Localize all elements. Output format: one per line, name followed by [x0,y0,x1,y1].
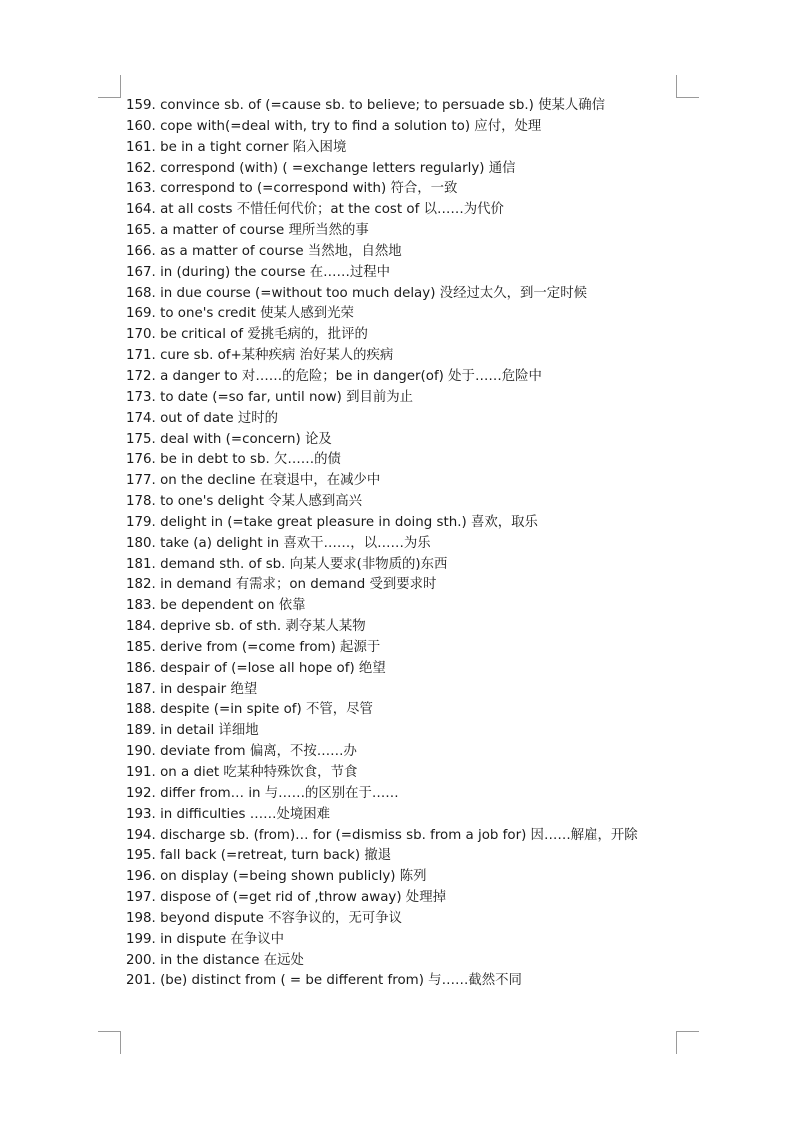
list-item: 181. demand sth. of sb. 向某人要求(非物质的)东西 [126,556,448,572]
list-item: 197. dispose of (=get rid of ,throw away) 处理掉 [126,890,446,906]
crop-mark-top-right [676,75,699,98]
list-item: 198. beyond dispute 不容争议的，无可争议 [126,910,403,926]
vocabulary-list [126,96,678,992]
crop-mark-top-left [98,75,121,98]
list-item: 191. on a diet 吃某种特殊饮食，节食 [126,765,358,780]
list-item: 174. out of date 过时的 [126,410,279,426]
list-item: 170. be critical of 爱挑毛病的，批评的 [126,327,368,343]
list-item: 182. in demand 有需求；on demand 受到要求时 [126,577,437,593]
list-item: 166. as a matter of course 当然地，自然地 [126,243,402,259]
list-item: 195. fall back (=retreat, turn back) 撤退 [126,848,392,864]
list-item: 168. in due course (=without too much delay) 没经过太久，到一定时候 [126,285,587,301]
list-item: 192. differ from… in 与……的区别在于…… [126,785,399,801]
list-item: 159. convince sb. of (=cause sb. to believe; to persuade sb.) 使某人确信 [126,98,606,113]
list-item: 193. in difficulties ……处境困难 [126,806,331,822]
list-item: 184. deprive sb. of sth. 剥夺某人某物 [126,619,366,635]
list-item: 187. in despair 绝望 [126,681,258,697]
list-item: 194. discharge sb. (from)… for (=dismiss sb. from a job for) 因……解雇，开除 [126,827,638,843]
list-item: 173. to date (=so far, until now) 到目前为止 [126,389,414,405]
list-item: 189. in detail 详细地 [126,723,259,739]
list-item: 175. deal with (=concern) 论及 [126,431,332,447]
list-item: 165. a matter of course 理所当然的事 [126,223,369,239]
list-item: 180. take (a) delight in 喜欢干……，以……为乐 [126,535,431,551]
list-item: 160. cope with(=deal with, try to find a solution to) 应付，处理 [126,118,542,134]
list-item: 169. to one's credit 使某人感到光荣 [126,306,354,322]
list-item: 190. deviate from 偏离，不按……办 [126,744,357,760]
list-item: 179. delight in (=take great pleasure in doing sth.) 喜欢，取乐 [126,514,538,530]
crop-mark-bottom-left [98,1031,121,1054]
list-item: 199. in dispute 在争议中 [126,931,285,947]
list-item: 183. be dependent on 依靠 [126,598,306,614]
list-item: 177. on the decline 在衰退中，在减少中 [126,473,381,489]
list-item: 171. cure sb. of+某种疾病 治好某人的疾病 [126,348,394,364]
list-item: 201. (be) distinct from ( = be different from) 与……截然不同 [126,973,522,989]
list-item: 164. at all costs 不惜任何代价；at the cost of 以……为代价 [126,202,504,218]
list-item: 167. in (during) the course 在……过程中 [126,264,391,280]
list-item: 176. be in debt to sb. 欠……的债 [126,452,341,468]
list-item: 196. on display (=being shown publicly) 陈列 [126,869,427,885]
list-item: 186. despair of (=lose all hope of) 绝望 [126,660,386,676]
list-item: 162. correspond (with) ( =exchange letters regularly) 通信 [126,160,516,176]
list-item: 200. in the distance 在远处 [126,952,304,968]
list-item: 161. be in a tight corner 陷入困境 [126,139,347,155]
list-item: 163. correspond to (=correspond with) 符合，一致 [126,181,458,197]
list-item: 172. a danger to 对……的危险；be in danger(of) 处于……危险中 [126,368,542,384]
list-item: 185. derive from (=come from) 起源于 [126,639,381,655]
crop-mark-bottom-right [676,1031,699,1054]
list-item: 178. to one's delight 令某人感到高兴 [126,494,363,510]
list-item: 188. despite (=in spite of) 不管，尽管 [126,702,373,718]
